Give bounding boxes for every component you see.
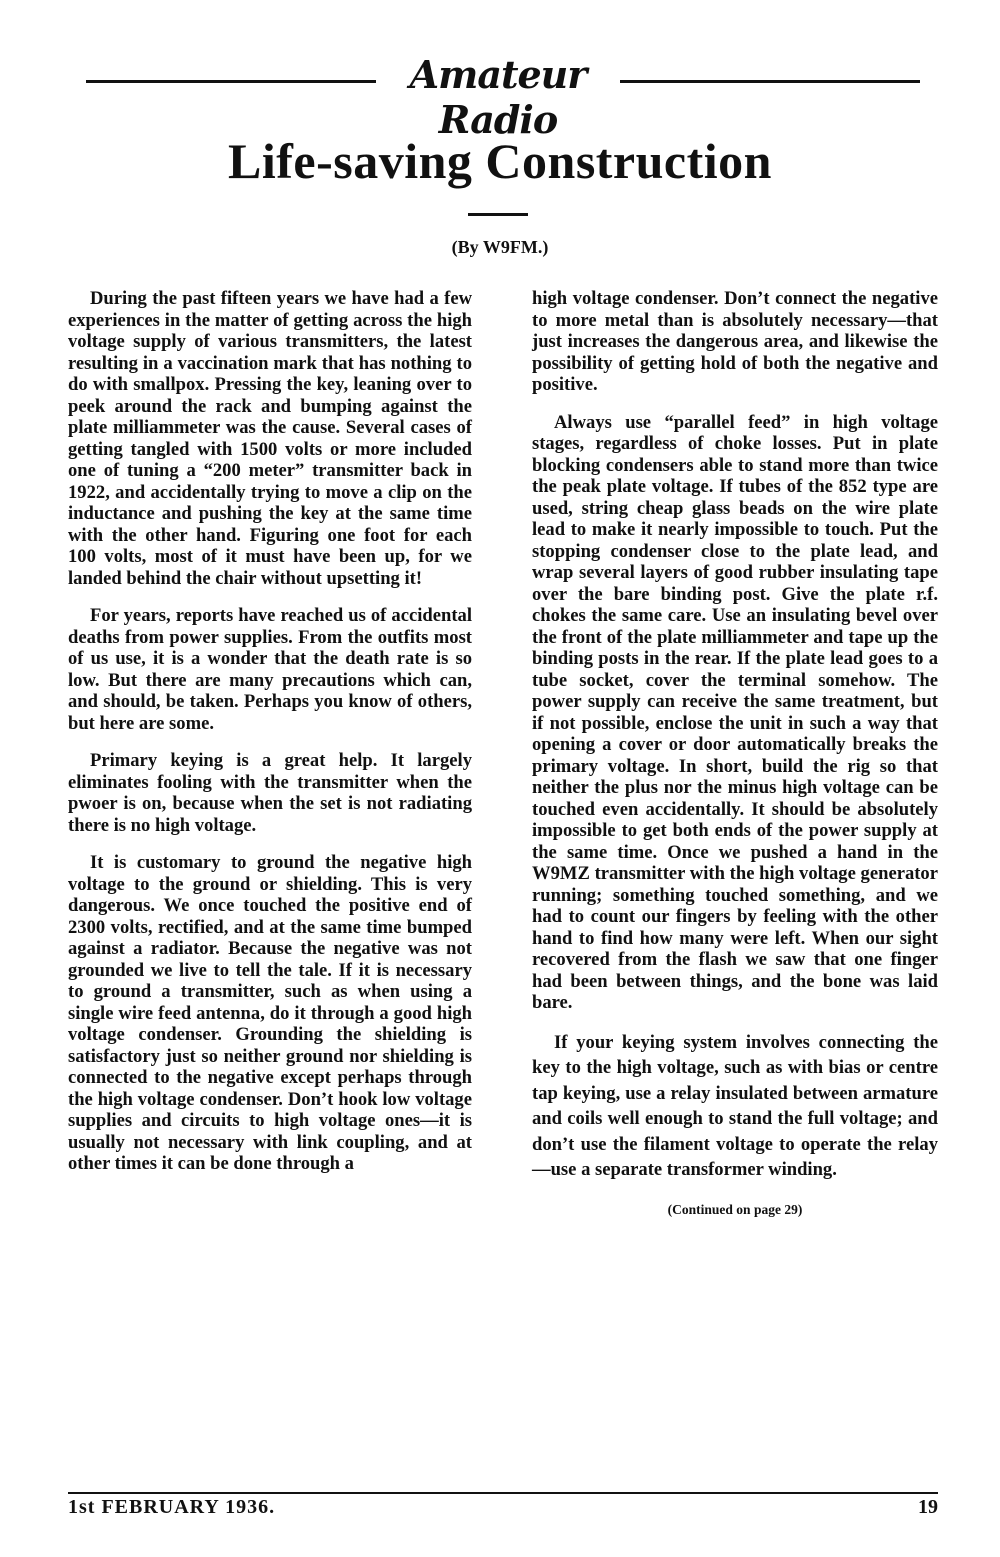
- paragraph: Primary keying is a great help. It largely eliminates fooling with the transmitter when the pwoer is on, because when the set is not radiating there is no high voltage.: [68, 750, 472, 836]
- paragraph: If your keying system involves connecting the key to the high voltage, such as with bias or centre tap keying, use a relay insulated between armature and coils well enough to stand the full voltage; and don’t use the filament voltage to operate the relay—use a separate transformer winding.: [532, 1031, 938, 1180]
- issue-date: 1st FEBRUARY 1936.: [68, 1496, 276, 1518]
- masthead-rule-left: [86, 80, 376, 83]
- masthead-logo: Amateur Radio: [409, 52, 587, 142]
- byline: (By W9FM.): [451, 237, 549, 257]
- paragraph: It is customary to ground the negative high voltage to the ground or shielding. This is very dangerous. We once touched the positive end of 2300 volts, rectified, and at the same time bumped against a radiator. Because the negative was not grounded we live to tell the tale. If it is necessary to ground a transmitter, such as when using a single wire feed antenna, do it through a good high voltage condenser. Grounding the shielding is satisfactory just so neither ground nor shielding is connected to the negative except perhaps through the high voltage condenser. Don’t hook low voltage supplies and circuits to high voltage ones—it is usually not necessary with link coupling, and at other times it can be done through a: [68, 852, 472, 1174]
- article-title: Life-saving Construction: [228, 133, 772, 189]
- left-column: [68, 288, 472, 1191]
- paragraph: During the past fifteen years we have had a few experiences in the matter of getting across the high voltage supply of various transmitters, the latest resulting in a vaccination mark that has nothing to do with smallpox. Pressing the key, leaning over to peek around the rack and bumping against the plate milliammeter was the cause. Several cases of getting tangled with 1500 volts or more included one of tuning a “200 meter” transmitter back in 1922, and accidentally trying to move a clip on the inductance and pushing the key at the same time with the other hand. Figuring one foot for each 100 volts, most of it must have been up, for we landed behind the chair without upsetting it!: [68, 288, 472, 589]
- title-rule: [468, 213, 528, 216]
- page-number: 19: [918, 1496, 938, 1518]
- masthead-rule-right: [620, 80, 920, 83]
- continued-note: (Continued on page 29): [667, 1201, 803, 1217]
- paragraph: high voltage condenser. Don’t connect the negative to more metal than is absolutely necessary—that just increases the dangerous area, and likewise the possibility of getting hold of both the negative and positive.: [532, 288, 938, 395]
- paragraph: Always use “parallel feed” in high voltage stages, regardless of choke losses. Put in plate blocking condensers able to stand more than twice the peak plate voltage. If tubes of the 852 type are used, string cheap glass beads on the wire plate lead to make it nearly impossible to touch. Put the stopping condenser close to the plate lead, and wrap several layers of good rubber insulating tape over the bare binding post. Give the plate r.f. chokes the same care. Use an insulating bevel over the front of the plate milliammeter and tape up the binding posts in the rear. If the plate lead goes to a tube socket, cover the terminal somehow. The power supply can receive the same treatment, but if not possible, enclose the unit in such a way that opening a cover or door automatically breaks the primary voltage. In short, build the rig so that neither the plus nor the minus high voltage can be touched even accidentally. It should be absolutely impossible to get both ends of the power supply at the same time. Once we pushed a hand in the W9MZ transmitter with the high voltage generator running; something touched something, and we had to count our fingers by feeling with the other hand to find how many were left. When our sight recovered from the flash we saw that one finger had been between things, and the bone was laid bare.: [532, 411, 938, 1013]
- masthead: [86, 50, 920, 142]
- footer-rule: [68, 1492, 938, 1494]
- paragraph: For years, reports have reached us of accidental deaths from power supplies. From the outfits most of us use, it is a wonder that the death rate is so low. But there are many precautions which can, and should, be taken. Perhaps you know of others, but here are some.: [68, 605, 472, 734]
- right-column: [532, 288, 938, 1220]
